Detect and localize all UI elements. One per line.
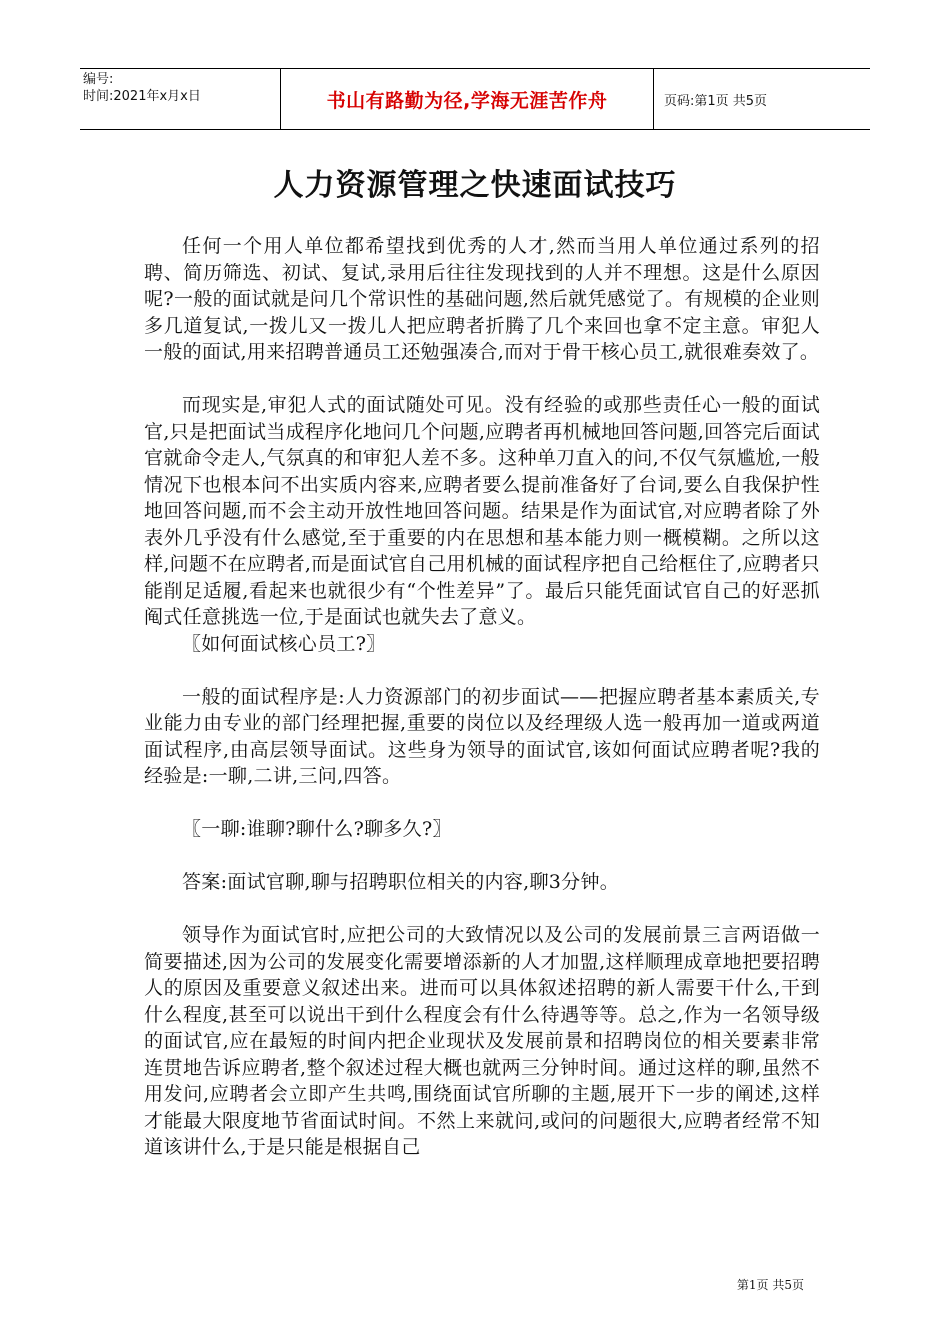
paragraph: 而现实是,审犯人式的面试随处可见。没有经验的或那些责任心一般的面试官,只是把面试当成程序化地问几个问题,应聘者再机械地回答问题,回答完后面试官就命令走人,气氛真的和审犯人差不多。这种单刀直入的问,不仅气氛尴尬,一般情况下也根本问不出实质内容来,应聘者要么提前准备好了台词,要么自我保护性地回答问题,而不会主动开放性地回答问题。结果是作为面试官,对应聘者除了外表外几乎没有什么感觉,至于重要的内在思想和基本能力则一概模糊。之所以这样,问题不在应聘者,而是面试官自己用机械的面试程序把自己给框住了,应聘者只能削足适履,看起来也就很少有“个性差异”了。最后只能凭面试官自己的好恶抓阄式任意挑选一位,于是面试也就失去了意义。 [144,394,820,628]
paragraph: 答案:面试官聊,聊与招聘职位相关的内容,聊3分钟。 [182,871,620,893]
header-meta [80,69,281,129]
section-heading: 〖一聊:谁聊?聊什么?聊多久?〗 [182,818,452,840]
number-label: 编号: [83,72,114,87]
paragraph: 领导作为面试官时,应把公司的大致情况以及公司的发展前景三言两语做一简要描述,因为公司的发展变化需要增添新的人才加盟,这样顺理成章地把要招聘人的原因及重要意义叙述出来。进而可以具体叙述招聘的新人需要干什么,干到什么程度,甚至可以说出干到什么程度会有什么待遇等等。总之,作为一名领导级的面试官,应在最短的时间内把企业现状及发展前景和招聘岗位的相关要素非常连贯地告诉应聘者,整个叙述过程大概也就两三分钟时间。通过这样的聊,虽然不用发问,应聘者会立即产生共鸣,围绕面试官所聊的主题,展开下一步的阐述,这样才能最大限度地节省面试时间。不然上来就问,或问的问题很大,应聘者经常不知道该讲什么,于是只能是根据自己 [144,924,820,1158]
header-page-code: 页码:第1页 共5页 [664,93,768,109]
paragraph: 任何一个用人单位都希望找到优秀的人才,然而当用人单位通过系列的招聘、简历筛选、初试、复试,录用后往往发现找到的人并不理想。这是什么原因呢?一般的面试就是问几个常识性的基础问题,然后就凭感觉了。有规模的企业则多几道复试,一拨儿又一拨儿人把应聘者折腾了几个来回也拿不定主意。审犯人一般的面试,用来招聘普通员工还勉强凑合,而对于骨干核心员工,就很难奏效了。 [144,235,820,363]
time-label: 时间:2021年x月x日 [83,89,201,104]
document-body [144,233,820,1161]
page-footer: 第1页 共5页 [736,1278,804,1292]
header-motto: 书山有路勤为径,学海无涯苦作舟 [281,69,654,129]
paragraph: 一般的面试程序是:人力资源部门的初步面试——把握应聘者基本素质关,专业能力由专业的部门经理把握,重要的岗位以及经理级人选一般再加一道或两道面试程序,由高层领导面试。这些身为领导的面试官,该如何面试应聘者呢?我的经验是:一聊,二讲,三问,四答。 [144,685,820,787]
document-title: 人力资源管理之快速面试技巧 [273,168,677,203]
section-heading: 〖如何面试核心员工?〗 [182,632,386,655]
document-header [80,68,870,130]
